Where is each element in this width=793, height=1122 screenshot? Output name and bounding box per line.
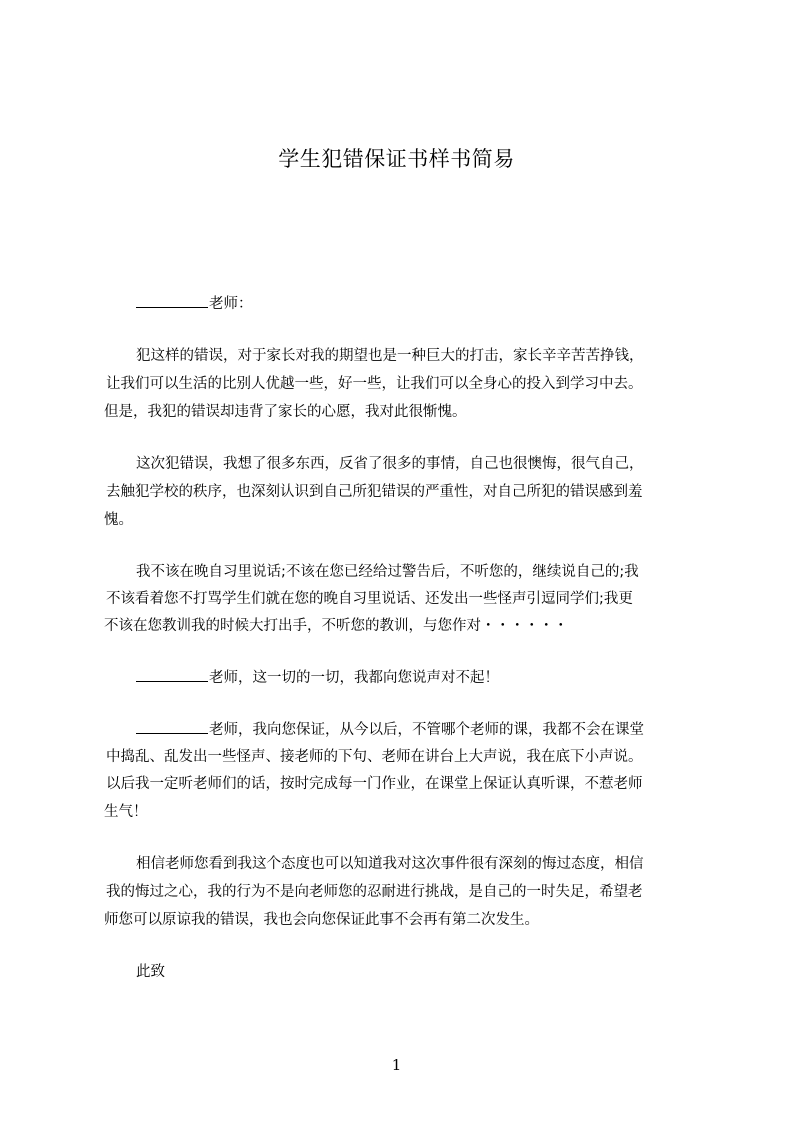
- paragraph-1-line-2: 让我们可以生活的比别人优越一些，好一些，让我们可以全身心的投入到学习中去。: [106, 376, 643, 392]
- paragraph-3-line-2: 不该看着您不打骂学生们就在您的晚自习里说话、还发出一些怪声引逗同学们;我更: [106, 591, 633, 607]
- promise-line-1: [136, 718, 644, 739]
- name-blank: [136, 667, 208, 682]
- promise-line-4: 生气！: [104, 804, 148, 820]
- page-number: 1: [391, 1056, 402, 1074]
- closing-line-3: 师您可以原谅我的错误，我也会向您保证此事不会再有第二次发生。: [104, 912, 539, 928]
- paragraph-3-line-3: 不该在您教训我的时候大打出手，不听您的教训，与您作对・・・・・・: [104, 618, 568, 634]
- name-blank: [136, 719, 208, 734]
- paragraph-2-line-2: 去触犯学校的秩序，也深刻认识到自己所犯错误的严重性，对自己所犯的错误感到羞: [106, 484, 643, 500]
- sign-off: 此致: [136, 964, 165, 980]
- apology-text: 老师，这一切的一切，我都向您说声对不起！: [209, 670, 499, 686]
- promise-line-3: 以后我一定听老师们的话，按时完成每一门作业，在课堂上保证认真听课，不惹老师: [106, 776, 643, 792]
- promise-line-2: 中捣乱、乱发出一些怪声、接老师的下句、老师在讲台上大声说，我在底下小声说。: [106, 749, 643, 765]
- paragraph-2-line-1: 这次犯错误，我想了很多东西，反省了很多的事情，自己也很懊悔，很气自己，: [136, 456, 644, 472]
- name-blank: [136, 293, 208, 308]
- salutation-text: 老师：: [209, 296, 253, 312]
- document-title: 学生犯错保证书样书简易: [278, 147, 515, 171]
- closing-line-1: 相信老师您看到我这个态度也可以知道我对这次事件很有深刻的悔过态度，相信: [136, 856, 644, 872]
- paragraph-1-line-3: 但是，我犯的错误却违背了家长的心愿，我对此很惭愧。: [104, 404, 467, 420]
- paragraph-2-line-3: 愧。: [104, 512, 133, 528]
- apology-line: [136, 666, 499, 687]
- promise-text-1: 老师，我向您保证，从今以后，不管哪个老师的课，我都不会在课堂: [209, 722, 644, 738]
- paragraph-3-line-1: 我不该在晚自习里说话;不该在您已经给过警告后，不听您的，继续说自己的;我: [136, 564, 639, 580]
- salutation-line: [136, 292, 253, 313]
- paragraph-1-line-1: 犯这样的错误，对于家长对我的期望也是一种巨大的打击，家长辛辛苦苦挣钱，: [136, 348, 644, 364]
- closing-line-2: 我的悔过之心，我的行为不是向老师您的忍耐进行挑战，是自己的一时失足，希望老: [106, 884, 643, 900]
